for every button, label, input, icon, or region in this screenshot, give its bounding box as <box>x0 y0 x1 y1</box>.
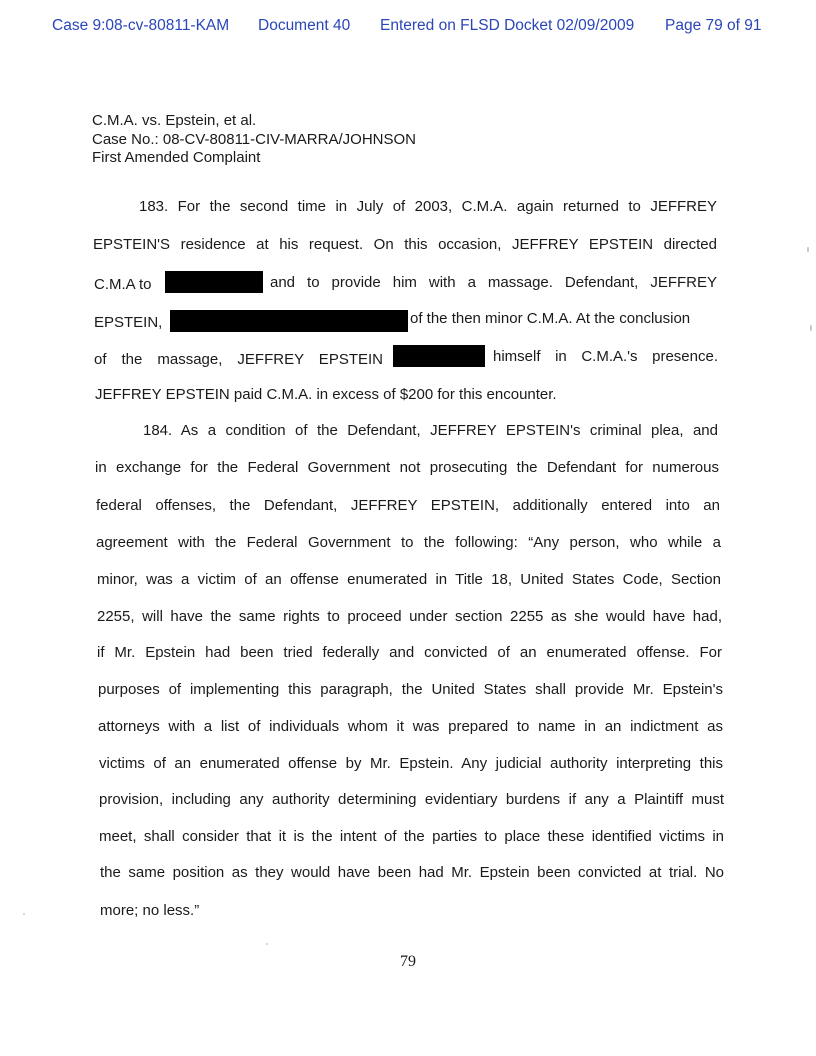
header-case-number: Case 9:08-cv-80811-KAM <box>52 17 230 34</box>
para184-line13: the same position as they would have been had Mr. Epstein been convicted at trial. No <box>100 864 724 881</box>
para183-line6: JEFFREY EPSTEIN paid C.M.A. in excess of $200 for this encounter. <box>95 386 557 403</box>
para183-line5-end: himself in C.M.A.'s presence. <box>493 348 718 365</box>
header-entered-date: Entered on FLSD Docket 02/09/2009 <box>380 17 635 34</box>
para183-line5-start: of the massage, JEFFREY EPSTEIN <box>94 351 383 368</box>
redaction-block <box>393 345 485 367</box>
caption-case-number: Case No.: 08-CV-80811-CIV-MARRA/JOHNSON <box>92 130 416 148</box>
para184-line12: meet, shall consider that it is the intent of the parties to place these identified victims in <box>99 828 724 845</box>
scan-speck <box>23 913 25 915</box>
case-caption <box>92 112 416 168</box>
para183-line4-end: of the then minor C.M.A. At the conclusion <box>410 310 691 327</box>
para183-line4-start: EPSTEIN, <box>94 314 163 331</box>
para184-line8: purposes of implementing this paragraph, the United States shall provide Mr. Epstein's <box>98 681 723 698</box>
para184-line6: 2255, will have the same rights to proceed under section 2255 as she would have had, <box>97 608 722 625</box>
para184-line9: attorneys with a list of individuals whom it was prepared to name in an indictment as <box>98 718 723 735</box>
para184-line3: federal offenses, the Defendant, JEFFREY EPSTEIN, additionally entered into an <box>96 497 720 514</box>
para184-line1: 184. As a condition of the Defendant, JEFFREY EPSTEIN's criminal plea, and <box>143 422 718 439</box>
redaction-block <box>165 271 263 293</box>
para184-line5: minor, was a victim of an offense enumerated in Title 18, United States Code, Section <box>97 571 721 588</box>
para184-line7: if Mr. Epstein had been tried federally and convicted of an enumerated offense. For <box>97 644 722 661</box>
scan-speck <box>266 943 268 945</box>
para184-line14: more; no less.” <box>100 902 200 919</box>
docket-header <box>0 17 816 39</box>
para184-line11: provision, including any authority determining evidentiary burdens if any a Plaintiff must <box>99 791 724 808</box>
redaction-block <box>170 310 408 332</box>
para183-line1: 183. For the second time in July of 2003, C.M.A. again returned to JEFFREY <box>139 198 717 215</box>
scan-speck <box>807 247 809 252</box>
para183-line3-start: C.M.A to <box>94 276 152 293</box>
para184-line2: in exchange for the Federal Government not prosecuting the Defendant for numerous <box>95 459 719 476</box>
page-number: 79 <box>400 953 416 970</box>
header-page-count: Page 79 of 91 <box>665 17 762 34</box>
caption-document-title: First Amended Complaint <box>92 149 261 166</box>
para184-line4: agreement with the Federal Government to the following: “Any person, who while a <box>96 534 721 551</box>
para184-line10: victims of an enumerated offense by Mr. Epstein. Any judicial authority interpreting this <box>99 755 723 772</box>
caption-parties: C.M.A. vs. Epstein, et al. <box>92 112 257 129</box>
para183-line3-end: and to provide him with a massage. Defendant, JEFFREY <box>270 274 717 291</box>
para183-line2: EPSTEIN'S residence at his request. On this occasion, JEFFREY EPSTEIN directed <box>93 236 717 253</box>
header-document-number: Document 40 <box>258 17 351 34</box>
scan-speck <box>810 325 812 331</box>
